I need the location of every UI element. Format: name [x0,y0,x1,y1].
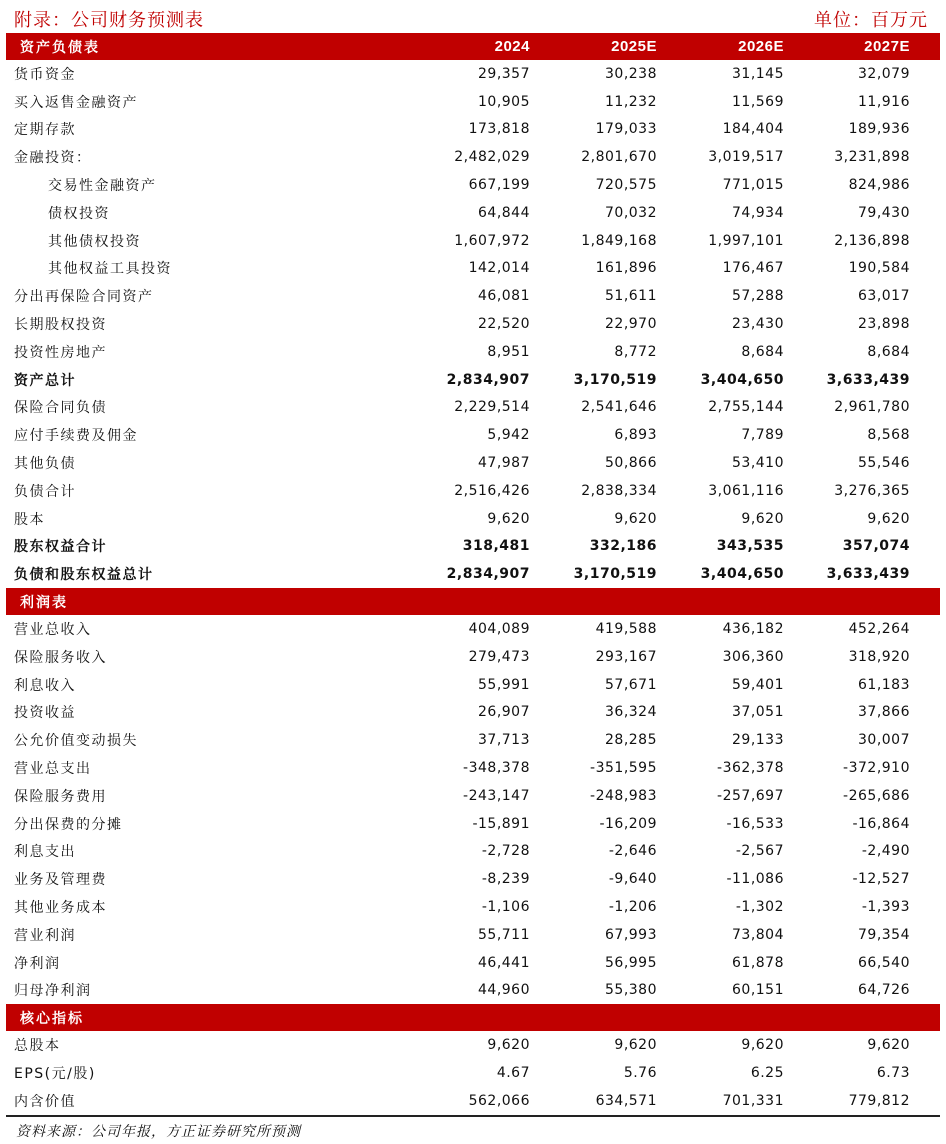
value-cell: 2,516,426 [454,482,530,499]
value-cell: 57,288 [732,288,784,305]
value-cell: 64,844 [478,204,530,221]
value-cell: 8,772 [614,343,657,360]
value-cell: 343,535 [716,538,784,555]
value-cell: -16,864 [852,815,910,832]
row-label: 内含价值 [6,1087,396,1116]
section-header [6,33,940,60]
value-cell: 9,620 [487,1037,530,1054]
value-cell: 36,324 [605,704,657,721]
value-cell: -1,106 [481,899,530,915]
value-cell: 64,726 [858,982,910,999]
value-cell: 28,285 [605,732,657,749]
section-header-cell [667,1004,796,1031]
section-header [6,588,940,615]
table-row [6,282,940,310]
value-cell: 9,620 [614,510,657,527]
value-cell: 11,232 [605,93,657,110]
value-cell: 436,182 [722,621,784,638]
value-cell: 3,404,650 [700,566,784,583]
table-row [6,865,940,893]
value-cell: 293,167 [595,648,657,665]
section-header-cell [396,588,538,615]
value-cell: 9,620 [741,510,784,527]
value-cell: 63,017 [858,288,910,305]
value-cell: 720,575 [595,177,657,194]
section-header [6,1004,940,1031]
table-row [6,615,940,643]
value-cell: 3,633,439 [826,566,910,583]
table-row [6,477,940,505]
row-label: 保险服务收入 [14,649,107,666]
value-cell: 74,934 [732,204,784,221]
row-label: 其他权益工具投资 [48,261,172,278]
table-row [6,394,940,422]
value-cell: 8,568 [867,427,910,444]
section-header-cell [538,588,667,615]
table-row [6,533,940,561]
value-cell: 8,684 [741,343,784,360]
report-header [0,0,946,36]
value-cell: 55,991 [478,676,530,693]
value-cell: -351,595 [590,760,657,777]
value-cell: 419,588 [595,621,657,638]
value-cell: 5,942 [487,427,530,444]
table-row [6,977,940,1005]
table-row [6,1031,940,1059]
value-cell: 1,849,168 [581,232,657,249]
value-cell: 318,481 [462,538,530,555]
column-header: 2024 [396,33,538,60]
value-cell: 1,607,972 [454,232,530,249]
value-cell: 37,713 [478,732,530,749]
table-row [6,505,940,533]
table-row [6,560,940,588]
value-cell: 189,936 [848,121,910,138]
value-cell: 5.76 [623,1064,657,1081]
value-cell: -1,393 [861,899,910,915]
value-cell: 2,541,646 [581,399,657,416]
value-cell: 4.67 [496,1064,530,1081]
row-label: 分出保费的分摊 [14,816,123,833]
value-cell: 32,079 [858,65,910,82]
source-note: 资料来源：公司年报，方正证券研究所预测 [16,1124,301,1140]
table-row [6,754,940,782]
value-cell: 46,081 [478,288,530,305]
value-cell: 8,684 [867,343,910,360]
section-header-cell [796,1004,940,1031]
value-cell: -362,378 [717,760,784,777]
value-cell: 3,019,517 [708,149,784,166]
table-row [6,810,940,838]
row-label: 投资性房地产 [14,344,107,361]
value-cell: 50,866 [605,455,657,472]
value-cell: 3,170,519 [573,371,657,388]
value-cell: 26,907 [478,704,530,721]
column-header: 2025E [538,33,667,60]
value-cell: 2,482,029 [454,149,530,166]
value-cell: 73,804 [732,926,784,943]
table-row [6,227,940,255]
table-row [6,671,940,699]
value-cell: 57,671 [605,676,657,693]
row-label: 其他负债 [14,456,76,473]
row-label: 业务及管理费 [14,872,107,889]
value-cell: 67,993 [605,926,657,943]
value-cell: 701,331 [667,1087,796,1116]
value-cell: 11,569 [732,93,784,110]
value-cell: -1,302 [735,899,784,915]
value-cell: 142,014 [468,260,530,277]
table-row [6,338,940,366]
row-label: 债权投资 [48,205,110,222]
table-row [6,421,940,449]
table-row [6,782,940,810]
value-cell: -12,527 [852,871,910,888]
value-cell: 771,015 [722,177,784,194]
section-title: 利润表 [6,588,396,615]
value-cell: 357,074 [842,538,910,555]
value-cell: 46,441 [478,954,530,971]
table-row [6,171,940,199]
value-cell: -372,910 [843,760,910,777]
value-cell: 37,051 [732,704,784,721]
row-label: 净利润 [14,955,61,972]
value-cell: 2,838,334 [581,482,657,499]
value-cell: -248,983 [590,787,657,804]
row-label: 货币资金 [14,66,76,83]
value-cell: 8,951 [487,343,530,360]
value-cell: 184,404 [722,121,784,138]
page-title: 附录：公司财务预测表 [14,10,204,31]
value-cell: 79,354 [858,926,910,943]
value-cell: 51,611 [605,288,657,305]
table-row [6,449,940,477]
row-label: 归母净利润 [14,983,92,1000]
table-row [6,949,940,977]
row-label: 股东权益合计 [14,539,107,556]
value-cell: 667,199 [468,177,530,194]
value-cell: -1,206 [608,899,657,915]
table-row [6,143,940,171]
table-row [6,838,940,866]
table-row [6,1087,940,1116]
row-label: 负债和股东权益总计 [14,567,154,584]
value-cell: 29,133 [732,732,784,749]
row-label: 保险合同负债 [14,400,107,417]
value-cell: -15,891 [472,815,530,832]
unit-label: 单位：百万元 [814,10,928,31]
row-label: 定期存款 [14,122,76,139]
value-cell: 9,620 [614,1037,657,1054]
column-header: 2026E [667,33,796,60]
table-row [6,310,940,338]
value-cell: 779,812 [796,1087,940,1116]
value-cell: 6,893 [614,427,657,444]
section-header-cell [667,588,796,615]
value-cell: -2,567 [735,843,784,860]
value-cell: 66,540 [858,954,910,971]
table-row [6,699,940,727]
row-label: 公允价值变动损失 [14,733,138,750]
value-cell: 562,066 [396,1087,538,1116]
value-cell: 9,620 [741,1037,784,1054]
value-cell: 11,916 [858,93,910,110]
value-cell: 30,007 [858,732,910,749]
value-cell: -2,728 [481,843,530,860]
row-label: 其他业务成本 [14,900,107,916]
financial-forecast-table [6,33,940,1117]
value-cell: 47,987 [478,455,530,472]
value-cell: 7,789 [741,427,784,444]
value-cell: 279,473 [468,648,530,665]
value-cell: 3,276,365 [834,482,910,499]
table-row [6,88,940,116]
value-cell: 6.73 [876,1064,910,1081]
value-cell: 55,380 [605,982,657,999]
value-cell: 2,801,670 [581,149,657,166]
value-cell: 10,905 [478,93,530,110]
section-header-cell [538,1004,667,1031]
table-row [6,366,940,394]
value-cell: 31,145 [732,65,784,82]
value-cell: 9,620 [867,510,910,527]
table-row [6,116,940,144]
value-cell: 29,357 [478,65,530,82]
value-cell: -2,490 [861,843,910,860]
value-cell: -257,697 [717,787,784,804]
value-cell: 79,430 [858,204,910,221]
row-label: 长期股权投资 [14,317,107,334]
value-cell: 306,360 [722,648,784,665]
row-label: 其他债权投资 [48,233,141,250]
table-row [6,60,940,88]
table-row [6,921,940,949]
value-cell: 37,866 [858,704,910,721]
value-cell: 2,834,907 [446,566,530,583]
row-label: 营业总支出 [14,761,92,778]
column-header: 2027E [796,33,940,60]
value-cell: 23,430 [732,316,784,333]
value-cell: 9,620 [487,510,530,527]
value-cell: 634,571 [538,1087,667,1116]
value-cell: 61,878 [732,954,784,971]
row-label: 应付手续费及佣金 [14,428,138,445]
value-cell: 404,089 [468,621,530,638]
value-cell: -9,640 [608,871,657,888]
value-cell: 3,231,898 [834,149,910,166]
value-cell: 55,711 [478,926,530,943]
value-cell: 332,186 [589,538,657,555]
row-label: 利息支出 [14,844,76,861]
value-cell: 3,170,519 [573,566,657,583]
value-cell: 2,834,907 [446,371,530,388]
value-cell: -16,209 [599,815,657,832]
value-cell: 53,410 [732,455,784,472]
value-cell: 176,467 [722,260,784,277]
row-label: 交易性金融资产 [48,178,157,195]
value-cell: 161,896 [595,260,657,277]
table-row [6,1059,940,1087]
value-cell: 55,546 [858,455,910,472]
row-label: 买入返售金融资产 [14,94,138,111]
value-cell: -265,686 [843,787,910,804]
value-cell: -11,086 [726,871,784,888]
row-label: 股本 [14,511,45,528]
value-cell: -243,147 [463,787,530,804]
value-cell: -8,239 [481,871,530,888]
table-row [6,726,940,754]
section-header-cell [396,1004,538,1031]
value-cell: 70,032 [605,204,657,221]
value-cell: 3,633,439 [826,371,910,388]
row-label: 总股本 [14,1038,61,1055]
value-cell: 179,033 [595,121,657,138]
value-cell: -2,646 [608,843,657,860]
row-label: 分出再保险合同资产 [14,289,154,306]
value-cell: 318,920 [848,648,910,665]
value-cell: 22,970 [605,316,657,333]
table-row [6,893,940,921]
value-cell: 61,183 [858,676,910,693]
value-cell: 59,401 [732,676,784,693]
value-cell: 452,264 [848,621,910,638]
section-title: 核心指标 [6,1004,396,1031]
value-cell: 30,238 [605,65,657,82]
value-cell: 173,818 [468,121,530,138]
value-cell: 2,136,898 [834,232,910,249]
table-row [6,199,940,227]
section-title: 资产负债表 [6,33,396,60]
row-label: 投资收益 [14,705,76,722]
value-cell: 60,151 [732,982,784,999]
row-label: 保险服务费用 [14,788,107,805]
value-cell: 190,584 [848,260,910,277]
value-cell: -348,378 [463,760,530,777]
value-cell: 6.25 [750,1064,784,1081]
value-cell: 3,061,116 [708,482,784,499]
value-cell: 2,755,144 [708,399,784,416]
table-row [6,643,940,671]
row-label: 金融投资： [14,150,92,167]
value-cell: 2,229,514 [454,399,530,416]
value-cell: 1,997,101 [708,232,784,249]
value-cell: 824,986 [848,177,910,194]
row-label: 营业总收入 [14,622,92,639]
row-label: EPS(元/股) [14,1065,96,1082]
row-label: 利息收入 [14,677,76,694]
value-cell: 44,960 [478,982,530,999]
value-cell: 56,995 [605,954,657,971]
row-label: 营业利润 [14,927,76,944]
value-cell: 23,898 [858,316,910,333]
value-cell: 9,620 [867,1037,910,1054]
table-row [6,255,940,283]
value-cell: 22,520 [478,316,530,333]
value-cell: -16,533 [726,815,784,832]
row-label: 负债合计 [14,483,76,500]
value-cell: 2,961,780 [834,399,910,416]
value-cell: 3,404,650 [700,371,784,388]
row-label: 资产总计 [14,372,76,389]
section-header-cell [796,588,940,615]
